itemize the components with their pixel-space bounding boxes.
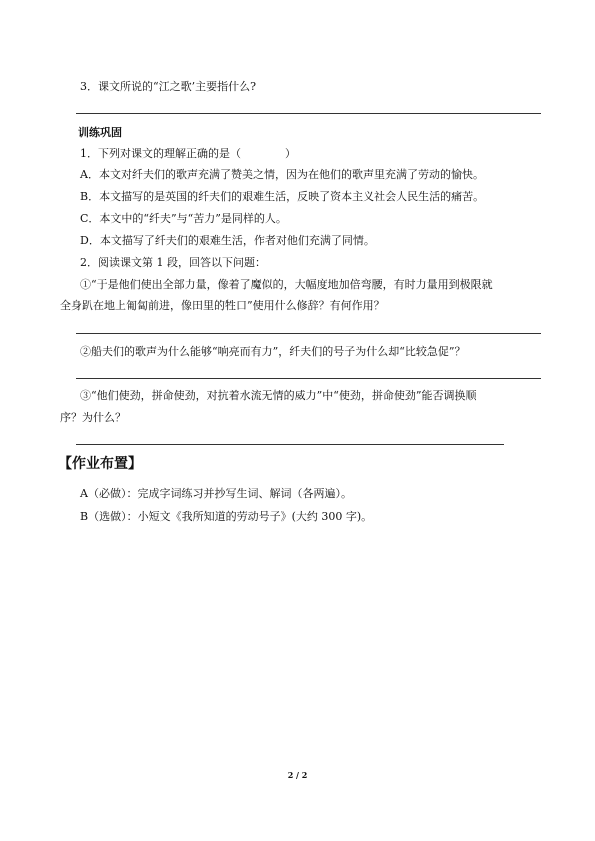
sub-question-2: ②船夫们的歌声为什么能够“响亮而有力”，纤夫们的号子为什么却“比较急促”？: [80, 345, 466, 358]
homework-a: A（必做）：完成字词练习并抄写生词、解词（各两遍）。: [80, 487, 352, 500]
sub-question-3-line-2: 序？为什么？: [60, 411, 126, 424]
practice-question-1: 1．下列对课文的理解正确的是（ ）: [80, 147, 296, 160]
option-b: B．本文描写的是英国的纤夫们的艰难生活，反映了资本主义社会人民生活的痛苦。: [80, 190, 485, 203]
answer-line-sub-2: [76, 378, 541, 379]
homework-title: 【作业布置】: [58, 456, 142, 472]
practice-question-2: 2．阅读课文第 1 段，回答以下问题：: [80, 256, 266, 269]
sub-question-1-line-1: ①“于是他们使出全部力量，像着了魔似的，大幅度地加倍弯腰，有时力量用到极限就: [80, 278, 493, 291]
answer-line-sub-3: [76, 444, 504, 445]
sub-question-3-line-1: ③“他们使劲，拼命使劲，对抗着水流无情的威力”中“使劲，拼命使劲”能否调换顺: [80, 389, 477, 402]
section-title-practice: 训练巩固: [78, 126, 122, 139]
answer-line-q3: [76, 113, 541, 114]
page-number: 2 / 2: [287, 770, 308, 780]
homework-b: B（选做）：小短文《我所知道的劳动号子》(大约 300 字)。: [80, 510, 373, 523]
option-c: C．本文中的“纤夫”与“苦力”是同样的人。: [80, 212, 287, 225]
option-a: A．本文对纤夫们的歌声充满了赞美之情，因为在他们的歌声里充满了劳动的愉快。: [80, 168, 484, 181]
sub-question-1-line-2: 全身趴在地上匍匐前进，像田里的牲口”使用什么修辞？有何作用？: [60, 299, 385, 312]
answer-line-sub-1: [76, 333, 541, 334]
question-3: 3．课文所说的“江之歌’主要指什么?: [80, 80, 257, 93]
option-d: D．本文描写了纤夫们的艰难生活，作者对他们充满了同情。: [80, 234, 375, 247]
